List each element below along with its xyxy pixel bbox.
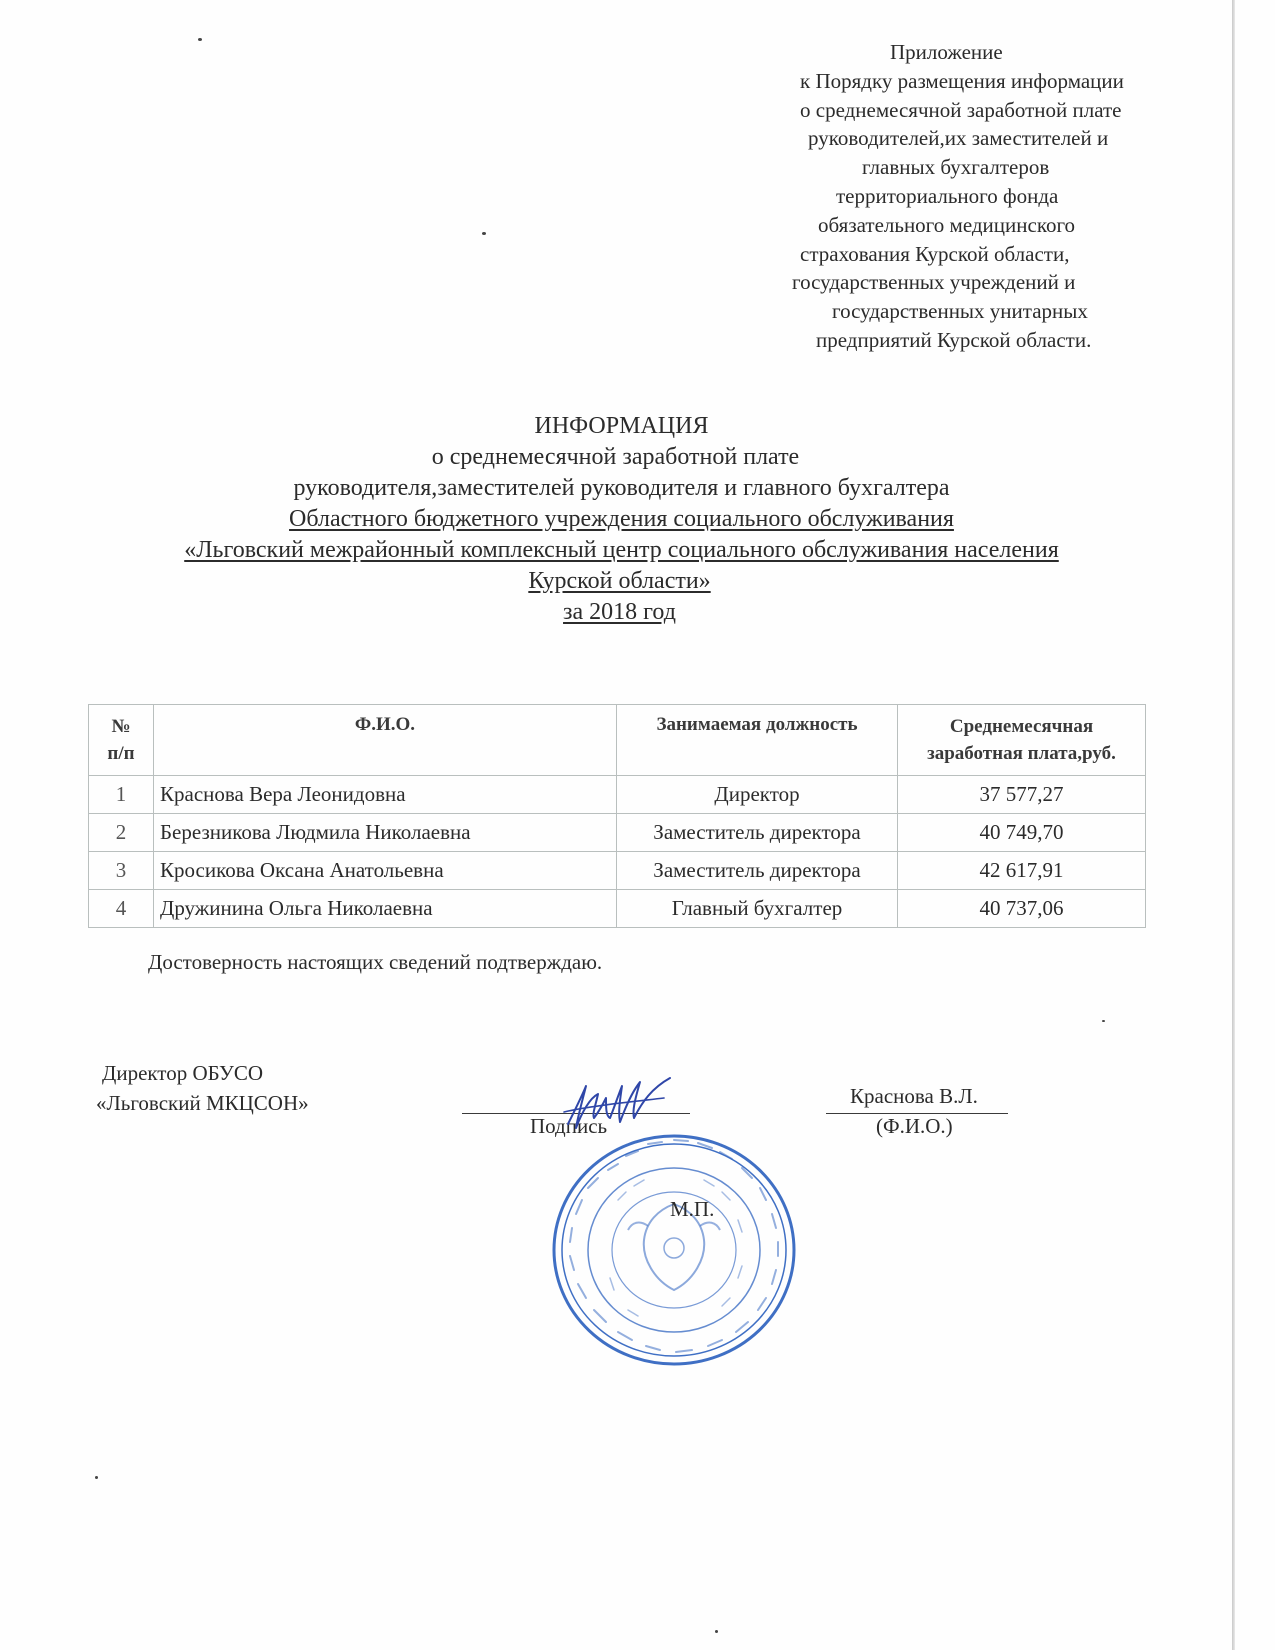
- table-row: [89, 814, 1146, 852]
- scan-speck: [95, 1476, 98, 1479]
- row-num: 3: [89, 852, 154, 890]
- header-salary-text: заработная плата,руб.: [927, 743, 1116, 764]
- table-row: [89, 890, 1146, 928]
- table-row: [89, 852, 1146, 890]
- row-position: Заместитель директора: [617, 814, 898, 852]
- row-fio: Дружинина Ольга Николаевна: [154, 890, 617, 928]
- title-line: о среднемесячной заработной плате: [431, 444, 800, 470]
- row-position: Директор: [617, 776, 898, 814]
- fio-label: (Ф.И.О.): [876, 1114, 953, 1138]
- title-line: руководителя,заместителей руководителя и главного бухгалтера: [293, 475, 950, 501]
- signature-label: Подпись: [530, 1114, 608, 1138]
- header-fio: Ф.И.О.: [154, 705, 617, 776]
- appendix-line: главных бухгалтеров: [862, 155, 1050, 180]
- page-edge: [1232, 0, 1235, 1650]
- table-header-row: [89, 705, 1146, 776]
- report-year: [0, 599, 1257, 626]
- row-salary: 40 737,06: [898, 890, 1146, 928]
- header-num-text: п/п: [107, 743, 135, 764]
- appendix-line: руководителей,их заместителей и: [808, 126, 1109, 151]
- row-salary: 42 617,91: [898, 852, 1146, 890]
- row-num: 4: [89, 890, 154, 928]
- institution-name-line: Областного бюджетного учреждения социального обслуживания: [289, 506, 954, 532]
- row-position: Главный бухгалтер: [617, 890, 898, 928]
- row-fio: Кросикова Оксана Анатольевна: [154, 852, 617, 890]
- appendix-line: страхования Курской области,: [800, 241, 1070, 266]
- header-position: Занимаемая должность: [617, 705, 898, 776]
- row-salary: 37 577,27: [898, 776, 1146, 814]
- row-position: Заместитель директора: [617, 852, 898, 890]
- appendix-line: Приложение: [890, 40, 1003, 64]
- row-fio: Краснова Вера Леонидовна: [154, 776, 617, 814]
- row-fio: Березникова Людмила Николаевна: [154, 814, 617, 852]
- scan-speck: [1102, 1020, 1105, 1022]
- signatory-name: Краснова В.Л.: [850, 1084, 978, 1108]
- signatory-org: «Льговский МКЦСОН»: [96, 1091, 309, 1115]
- salary-table: [88, 704, 1146, 928]
- row-salary: 40 749,70: [898, 814, 1146, 852]
- appendix-line: территориального фонда: [836, 183, 1059, 208]
- title-heading: ИНФОРМАЦИЯ: [534, 413, 709, 439]
- appendix-header: [740, 38, 1220, 355]
- confirmation-text: Достоверность настоящих сведений подтверждаю.: [148, 950, 603, 974]
- signatory-title: Директор ОБУСО: [102, 1061, 263, 1085]
- appendix-line: государственных унитарных: [832, 299, 1088, 324]
- seal-label: М.П.: [670, 1197, 715, 1221]
- institution-name: [0, 568, 1257, 595]
- row-num: 2: [89, 814, 154, 852]
- header-num: [89, 705, 154, 776]
- table-row: [89, 776, 1146, 814]
- appendix-line: к Порядку размещения информации: [800, 68, 1124, 93]
- scan-speck: [198, 38, 202, 41]
- row-num: 1: [89, 776, 154, 814]
- header-salary: [898, 705, 1146, 776]
- scan-speck: [715, 1630, 718, 1633]
- institution-name-line: «Льговский межрайонный комплексный центр социального обслуживания населения: [184, 537, 1059, 563]
- header-salary-text: Среднемесячная: [949, 716, 1094, 737]
- report-year-text: за 2018 год: [563, 599, 676, 625]
- appendix-line: о среднемесячной заработной плате: [800, 97, 1122, 122]
- institution-name-line: Курской области»: [528, 568, 711, 594]
- scan-speck: [482, 232, 486, 235]
- appendix-line: государственных учреждений и: [792, 270, 1076, 295]
- official-seal: [548, 1130, 800, 1370]
- signatory-organization: [96, 1058, 309, 1118]
- appendix-line: обязательного медицинского: [818, 212, 1076, 237]
- institution-name: [0, 537, 1259, 564]
- institution-name: [0, 506, 1259, 533]
- appendix-line: предприятий Курской области.: [816, 327, 1092, 352]
- header-num-text: №: [111, 716, 131, 737]
